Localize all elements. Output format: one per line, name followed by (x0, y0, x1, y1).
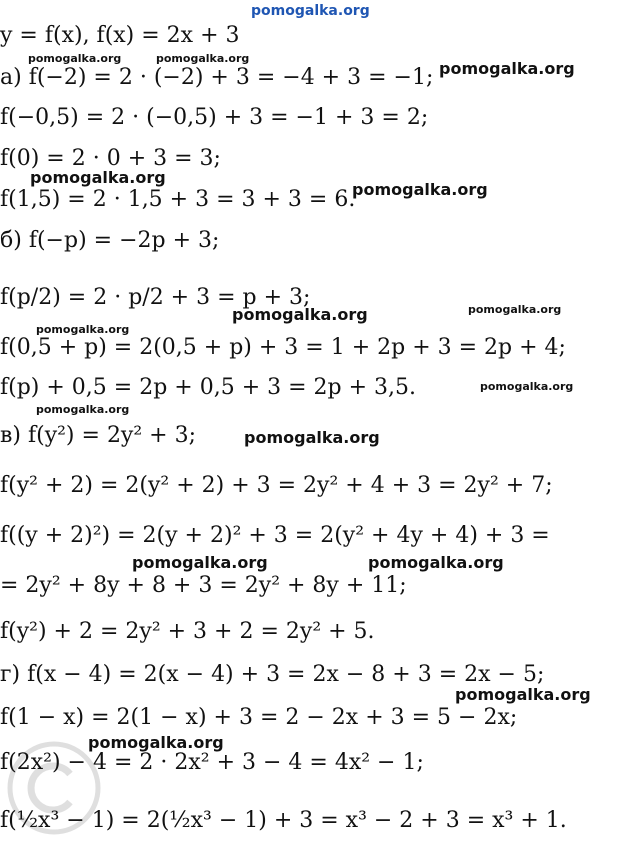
watermark: pomogalka.org (36, 323, 130, 336)
math-line: f(1 − x) = 2(1 − x) + 3 = 2 − 2x + 3 = 5 − 2x; (0, 705, 518, 730)
math-line: в) f(y²) = 2y² + 3; (0, 423, 197, 448)
math-line: f(0,5 + p) = 2(0,5 + p) + 3 = 1 + 2p + 3 = 2p + 4; (0, 335, 566, 360)
math-line: f(½x³ − 1) = 2(½x³ − 1) + 3 = x³ − 2 + 3 = x³ + 1. (0, 808, 567, 833)
math-line: = 2y² + 8y + 8 + 3 = 2y² + 8y + 11; (0, 573, 407, 598)
watermark: pomogalka.org (439, 59, 575, 78)
math-line: г) f(x − 4) = 2(x − 4) + 3 = 2x − 8 + 3 = 2x − 5; (0, 662, 545, 687)
watermark: pomogalka.org (28, 52, 122, 65)
watermark: pomogalka.org (455, 685, 591, 704)
math-line: а) f(−2) = 2 · (−2) + 3 = −4 + 3 = −1; (0, 65, 434, 90)
watermark: pomogalka.org (232, 305, 368, 324)
math-line: f(p/2) = 2 · p/2 + 3 = p + 3; (0, 285, 311, 310)
watermark: pomogalka.org (156, 52, 250, 65)
math-line: f(y² + 2) = 2(y² + 2) + 3 = 2y² + 4 + 3 = 2y² + 7; (0, 473, 553, 498)
watermark: pomogalka.org (30, 168, 166, 187)
math-line: f(y²) + 2 = 2y² + 3 + 2 = 2y² + 5. (0, 619, 375, 644)
math-line: f(2x²) − 4 = 2 · 2x² + 3 − 4 = 4x² − 1; (0, 750, 424, 775)
watermark: pomogalka.org (368, 553, 504, 572)
watermark: pomogalka.org (36, 403, 130, 416)
watermark: pomogalka.org (244, 428, 380, 447)
watermark: pomogalka.org (480, 380, 574, 393)
math-line: f((y + 2)²) = 2(y + 2)² + 3 = 2(y² + 4y + 4) + 3 = (0, 523, 550, 548)
watermark: pomogalka.org (352, 180, 488, 199)
watermark: pomogalka.org (468, 303, 562, 316)
math-line: f(p) + 0,5 = 2p + 0,5 + 3 = 2p + 3,5. (0, 375, 417, 400)
watermark: pomogalka.org (132, 553, 268, 572)
math-line: б) f(−p) = −2p + 3; (0, 228, 220, 253)
math-line: f(−0,5) = 2 · (−0,5) + 3 = −1 + 3 = 2; (0, 105, 429, 130)
watermark: pomogalka.org (88, 733, 224, 752)
watermark: pomogalka.org (251, 3, 370, 19)
math-line: y = f(x), f(x) = 2x + 3 (0, 23, 240, 48)
math-line: f(0) = 2 · 0 + 3 = 3; (0, 146, 221, 171)
math-line: f(1,5) = 2 · 1,5 + 3 = 3 + 3 = 6. (0, 187, 356, 212)
